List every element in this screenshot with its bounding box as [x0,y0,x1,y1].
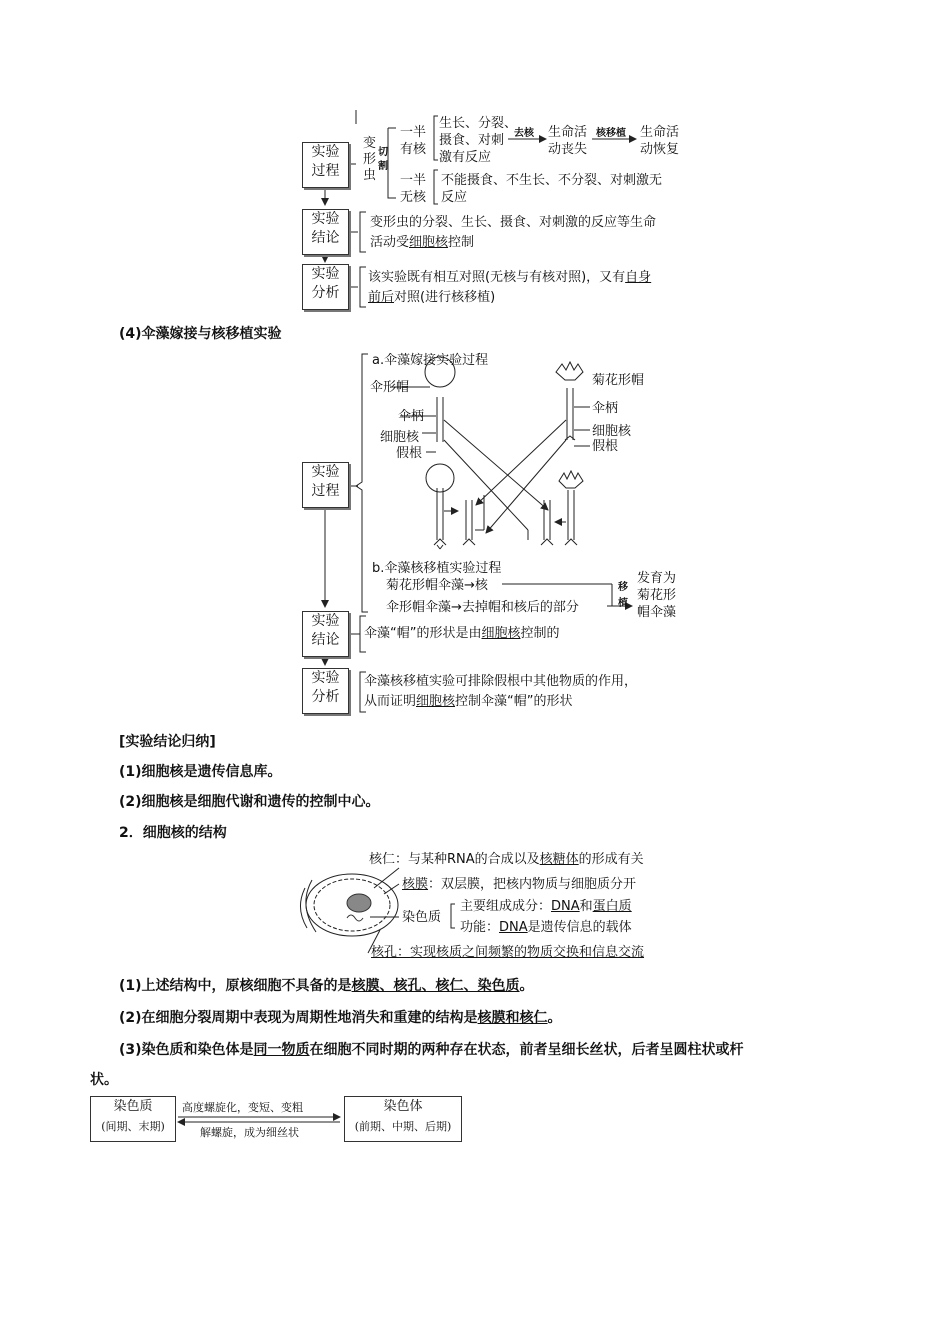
b-row-2: 伞形帽伞藻→去掉帽和核后的部分 [386,600,579,615]
analysis-box: 实验 分析 [302,264,349,310]
cap-chrysanthemum-label: 菊花形帽 [592,373,645,388]
umbrella-conclusion: 伞藻“帽”的形状是由细胞核控制的 [364,626,560,641]
process-box [302,142,349,188]
nucleus-label-right: 细胞核 [592,424,632,439]
b-row-1: 菊花形帽伞藻→核 [386,578,488,593]
b-title: b.伞藻核移植实验过程 [372,561,502,576]
amoeba-analysis: 该实验既有相互对照(无核与有核对照)，又有自身 前后对照(进行核移植) [368,270,652,305]
transplant-label: 核移植 [596,128,626,139]
conclusion-box: 实验 结论 [302,209,349,255]
life-restored: 生命活 动恢复 [640,125,680,157]
umbrella-conclusion-box: 实验 结论 [302,611,349,657]
rhizoid-label: 假根 [396,446,423,461]
arrow-top-label: 高度螺旋化，变短、变粗 [182,1101,303,1114]
life-lost: 生命活 动丧失 [548,125,588,157]
stalk-label: 伞柄 [398,409,425,424]
umbrella-analysis-box: 实验 分析 [302,668,349,714]
umbrella-analysis: 伞藻核移植实验可排除假根中其他物质的作用， 从而证明细胞核控制伞藻“帽”的形状 [364,674,638,709]
rhizoid-label-right: 假根 [592,439,619,454]
a-title: a.伞藻嫁接实验过程 [372,353,489,368]
amoeba-conclusion: 变形虫的分裂、生长、摄食、对刺激的反应等生命 活动受细胞核控制 [370,215,657,250]
organism-label: 变 形 虫 [363,136,377,183]
pore-text: 核孔：实现核质之间频繁的物质交换和信息交流 [371,945,645,960]
arrow-bottom-label: 解螺旋，成为细丝状 [200,1126,299,1139]
envelope-text: 核膜：双层膜，把核内物质与细胞质分开 [402,877,637,892]
summary-heading: [实验结论归纳] [119,734,216,750]
question-2: (2)在细胞分裂周期中表现为周期性地消失和重建的结构是核膜和核仁。 [119,1010,562,1026]
chromatin-composition: 主要组成成分：DNA和蛋白质 [460,899,632,914]
develop-label: 发育为 菊花形 帽伞藻 [637,571,677,620]
chromatin-box: 染色质 (间期、末期) [90,1096,176,1142]
question-3: (3)染色质和染色体是同一物质在细胞不同时期的两种存在状态，前者呈细长丝状，后者呈圆柱状或杆 [119,1042,744,1058]
half-with-nucleus: 一半 有核 [400,125,427,157]
chromatin-label: 染色质 [402,910,442,925]
umbrella-process-box: 实验 过程 [302,462,349,508]
chromosome-box: 染色体 (前期、中期、后期) [344,1096,462,1142]
with-nucleus-result: 生长、分裂、 摄食、对刺 激有反应 [439,116,518,165]
chromatin-function: 功能：DNA是遗传信息的载体 [460,920,632,935]
move-label: 移 植 [618,582,628,609]
summary-item: (1)细胞核是遗传信息库。 [119,764,282,780]
nucleus-label: 细胞核 [380,430,420,445]
without-nucleus-result: 不能摄食、不生长、不分裂、对刺激无 反应 [441,173,663,205]
remove-nucleus-label: 去核 [514,128,534,139]
question-3-cont: 状。 [90,1072,118,1088]
summary-item: (2)细胞核是细胞代谢和遗传的控制中心。 [119,794,380,810]
box-line: 实验 [311,144,340,160]
question-1: (1)上述结构中，原核细胞不具备的是核膜、核孔、核仁、染色质。 [119,978,534,994]
box-line: 过程 [311,163,340,179]
heading-4: (4)伞藻嫁接与核移植实验 [119,326,282,342]
nucleolus-text: 核仁：与某种RNA的合成以及核糖体的形成有关 [369,852,644,867]
section-2-heading: 2．细胞核的结构 [119,825,227,841]
cap-umbrella-label: 伞形帽 [370,380,410,395]
cut-label: 切 割 [378,147,388,172]
half-without-nucleus: 一半 无核 [400,173,427,205]
stalk-label-right: 伞柄 [592,401,619,416]
